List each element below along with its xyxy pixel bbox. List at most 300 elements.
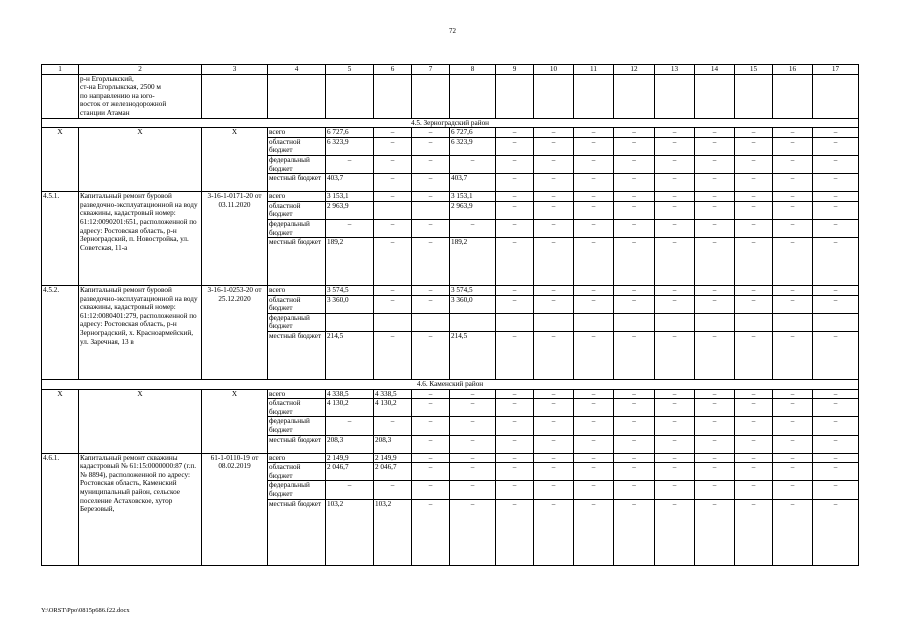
amount-cell: – (496, 201, 534, 219)
amount-cell: – (412, 295, 450, 313)
amount-cell: – (614, 286, 655, 296)
amount-cell: – (534, 174, 574, 192)
amount-cell: – (655, 417, 695, 435)
page-number: 72 (449, 27, 456, 35)
amount-cell: – (813, 219, 859, 237)
amount-cell: 3 360,0 (326, 295, 374, 313)
amount-cell: – (655, 155, 695, 173)
column-number: 5 (326, 65, 374, 75)
amount-cell: – (614, 238, 655, 286)
amount-cell: – (412, 219, 450, 237)
object-name: р-н Егорлыкский, ст-на Егорлыкская, 2500 м по направлению на юго- восток от железнодорожной станции Атаман (79, 74, 202, 118)
amount-cell: – (412, 481, 450, 499)
amount-cell: – (614, 463, 655, 481)
amount-cell: – (496, 137, 534, 155)
amount-cell: – (450, 417, 496, 435)
amount-cell: – (813, 417, 859, 435)
amount-cell (813, 313, 859, 331)
amount-cell: 2 046,7 (374, 463, 412, 481)
amount-cell: – (496, 286, 534, 296)
amount-cell: – (773, 192, 813, 202)
column-number: 15 (735, 65, 773, 75)
amount-cell: – (374, 417, 412, 435)
amount-cell: – (496, 453, 534, 463)
item-number: Х (42, 128, 79, 192)
amount-cell: – (496, 417, 534, 435)
amount-cell: – (695, 295, 735, 313)
object-name: Капитальный ремонт буровой разведочно-эксплуатационной на воду скважины, кадастровый номер: 61:12:0090201:651, расположенной по адресу: Ростовская область, р-н Зерноградский, п. Новостройка, ул. Советская, 11-а (79, 192, 202, 286)
amount-cell: – (655, 192, 695, 202)
contract-code: Х (202, 128, 268, 192)
amount-cell: – (695, 238, 735, 286)
amount-cell: – (412, 155, 450, 173)
contract-code: 61-1-0110-19 от 08.02.2019 (202, 453, 268, 565)
amount-cell: – (655, 453, 695, 463)
amount-cell: – (326, 417, 374, 435)
amount-cell: – (534, 463, 574, 481)
amount-cell: – (735, 399, 773, 417)
amount-cell: – (614, 435, 655, 453)
budget-source-label: всего (268, 453, 326, 463)
budget-source-label: областной бюджет (268, 201, 326, 219)
amount-cell: – (496, 481, 534, 499)
object-name: Капитальный ремонт буровой разведочно-эксплуатационной на воду скважины, кадастровый номер: 61:12:0080401:279, расположенной по адресу: Ростовская область, р-н Зерноградский, х. Красноармейский, ул. Заречная, 13 в (79, 286, 202, 380)
amount-cell: – (496, 295, 534, 313)
amount-cell: – (412, 137, 450, 155)
amount-cell: 403,7 (450, 174, 496, 192)
amount-cell: – (773, 453, 813, 463)
amount-cell: – (735, 332, 773, 380)
amount-cell: – (374, 174, 412, 192)
amount-cell: – (574, 453, 614, 463)
amount-cell: 2 149,9 (326, 453, 374, 463)
amount-cell: 4 130,2 (326, 399, 374, 417)
amount-cell: – (773, 481, 813, 499)
amount-cell: – (374, 219, 412, 237)
column-number: 3 (202, 65, 268, 75)
budget-source-label: местный бюджет (268, 332, 326, 380)
column-number: 14 (695, 65, 735, 75)
budget-source-label: местный бюджет (268, 499, 326, 565)
amount-cell: – (574, 435, 614, 453)
amount-cell (496, 313, 534, 331)
empty-cell (773, 74, 813, 118)
budget-source-label: областной бюджет (268, 399, 326, 417)
amount-cell: – (614, 155, 655, 173)
amount-cell: – (326, 481, 374, 499)
amount-cell: 2 149,9 (374, 453, 412, 463)
amount-cell: – (614, 499, 655, 565)
budget-source-label: местный бюджет (268, 174, 326, 192)
amount-cell: – (574, 389, 614, 399)
amount-cell: – (695, 128, 735, 138)
amount-cell: – (773, 435, 813, 453)
item-number: 4.5.2. (42, 286, 79, 380)
amount-cell: – (534, 481, 574, 499)
amount-cell: – (574, 155, 614, 173)
amount-cell: – (412, 435, 450, 453)
amount-cell: – (614, 295, 655, 313)
amount-cell: 214,5 (326, 332, 374, 380)
amount-cell: – (496, 155, 534, 173)
amount-cell: – (326, 219, 374, 237)
column-number: 6 (374, 65, 412, 75)
amount-cell: – (534, 295, 574, 313)
amount-cell: – (735, 238, 773, 286)
empty-cell (574, 74, 614, 118)
amount-cell: – (695, 332, 735, 380)
contract-code: Х (202, 389, 268, 453)
amount-cell: – (614, 389, 655, 399)
amount-cell: – (374, 332, 412, 380)
amount-cell: 403,7 (326, 174, 374, 192)
item-number (42, 74, 79, 118)
amount-cell: – (773, 399, 813, 417)
amount-cell: 4 338,5 (326, 389, 374, 399)
contract-code: 3-16-1-0253-20 от 25.12.2020 (202, 286, 268, 380)
empty-cell (695, 74, 735, 118)
column-number: 4 (268, 65, 326, 75)
amount-cell: – (813, 453, 859, 463)
amount-cell: – (735, 463, 773, 481)
amount-cell: – (374, 155, 412, 173)
amount-cell: – (496, 399, 534, 417)
amount-cell: – (655, 201, 695, 219)
amount-cell: – (695, 192, 735, 202)
amount-cell: – (735, 295, 773, 313)
amount-cell: – (735, 417, 773, 435)
amount-cell: – (412, 389, 450, 399)
amount-cell: 3 574,5 (326, 286, 374, 296)
item-number: 4.6.1. (42, 453, 79, 565)
amount-cell: – (614, 332, 655, 380)
amount-cell: – (534, 499, 574, 565)
amount-cell (773, 313, 813, 331)
amount-cell (326, 313, 374, 331)
amount-cell: – (695, 174, 735, 192)
amount-cell: – (773, 201, 813, 219)
empty-cell (326, 74, 374, 118)
amount-cell: – (695, 435, 735, 453)
amount-cell: – (773, 332, 813, 380)
column-number-row (42, 65, 859, 75)
amount-cell: – (534, 435, 574, 453)
amount-cell: – (574, 201, 614, 219)
amount-cell: – (813, 128, 859, 138)
empty-cell (202, 74, 268, 118)
amount-cell: – (773, 137, 813, 155)
amount-cell (534, 313, 574, 331)
amount-cell: – (412, 417, 450, 435)
amount-cell: – (735, 499, 773, 565)
amount-cell: 3 360,0 (450, 295, 496, 313)
budget-source-label: всего (268, 192, 326, 202)
amount-cell: – (695, 499, 735, 565)
amount-cell: 3 153,1 (326, 192, 374, 202)
amount-cell: – (813, 192, 859, 202)
amount-cell: – (412, 332, 450, 380)
section-title: 4.5. Зерноградский район (42, 118, 859, 128)
empty-cell (412, 74, 450, 118)
amount-cell: – (450, 155, 496, 173)
budget-source-label: местный бюджет (268, 238, 326, 286)
budget-source-label: всего (268, 128, 326, 138)
amount-cell: – (496, 389, 534, 399)
amount-cell: 3 153,1 (450, 192, 496, 202)
amount-cell: – (735, 435, 773, 453)
amount-cell: – (574, 417, 614, 435)
column-number: 11 (574, 65, 614, 75)
amount-cell: – (655, 389, 695, 399)
amount-cell: – (655, 463, 695, 481)
amount-cell: – (412, 238, 450, 286)
amount-cell: – (614, 137, 655, 155)
amount-cell: – (655, 286, 695, 296)
amount-cell: 6 323,9 (450, 137, 496, 155)
amount-cell: 3 574,5 (450, 286, 496, 296)
amount-cell: – (374, 481, 412, 499)
amount-cell: – (614, 174, 655, 192)
amount-cell: – (655, 174, 695, 192)
amount-cell: – (326, 155, 374, 173)
amount-cell: – (614, 219, 655, 237)
amount-cell: – (496, 332, 534, 380)
amount-cell: – (735, 453, 773, 463)
amount-cell: – (773, 155, 813, 173)
amount-cell: – (695, 137, 735, 155)
amount-cell: – (614, 128, 655, 138)
amount-cell: 189,2 (326, 238, 374, 286)
amount-cell: – (496, 463, 534, 481)
budget-source-label: всего (268, 286, 326, 296)
amount-cell: – (450, 481, 496, 499)
amount-cell: – (614, 201, 655, 219)
section-title: 4.6. Каменский район (42, 380, 859, 390)
amount-cell: – (813, 155, 859, 173)
contract-code: 3-16-1-0171-20 от 03.11.2020 (202, 192, 268, 286)
amount-cell: – (374, 238, 412, 286)
amount-cell (574, 313, 614, 331)
amount-cell: – (813, 389, 859, 399)
amount-cell: – (574, 174, 614, 192)
budget-row (42, 128, 859, 138)
budget-table (41, 64, 859, 566)
amount-cell: – (496, 174, 534, 192)
amount-cell: – (412, 174, 450, 192)
amount-cell: – (450, 463, 496, 481)
amount-cell: – (735, 481, 773, 499)
amount-cell: – (574, 499, 614, 565)
budget-source-label: федеральный бюджет (268, 481, 326, 499)
budget-source-label: федеральный бюджет (268, 219, 326, 237)
item-number: Х (42, 389, 79, 453)
column-number: 9 (496, 65, 534, 75)
amount-cell: – (614, 192, 655, 202)
amount-cell: – (695, 155, 735, 173)
amount-cell: – (655, 137, 695, 155)
amount-cell: – (412, 453, 450, 463)
file-path-footer: Y:\ORST\Ppo\0815p686.f22.docx (41, 607, 130, 614)
amount-cell: – (773, 417, 813, 435)
amount-cell: – (534, 453, 574, 463)
column-number: 10 (534, 65, 574, 75)
amount-cell: 4 338,5 (374, 389, 412, 399)
amount-cell: – (735, 219, 773, 237)
amount-cell: 4 130,2 (374, 399, 412, 417)
budget-row (42, 286, 859, 296)
amount-cell: 208,3 (326, 435, 374, 453)
amount-cell: – (496, 435, 534, 453)
empty-cell (614, 74, 655, 118)
amount-cell (695, 313, 735, 331)
amount-cell: 6 727,6 (326, 128, 374, 138)
amount-cell: – (534, 128, 574, 138)
empty-cell (496, 74, 534, 118)
amount-cell: – (534, 417, 574, 435)
amount-cell: – (813, 286, 859, 296)
amount-cell: – (695, 201, 735, 219)
amount-cell: – (773, 389, 813, 399)
amount-cell: 103,2 (374, 499, 412, 565)
amount-cell: – (574, 286, 614, 296)
amount-cell: – (735, 389, 773, 399)
object-name: Капитальный ремонт скважины кадастровый № 61:15:0000000:87 (г.п. № 8894), расположенной по адресу: Ростовская область, Каменский муниципальный район, сельское поселение Астаховское, хутор Березовый, (79, 453, 202, 565)
amount-cell: – (496, 192, 534, 202)
amount-cell: – (450, 219, 496, 237)
amount-cell: – (773, 128, 813, 138)
amount-cell: – (773, 238, 813, 286)
budget-source-label: федеральный бюджет (268, 417, 326, 435)
amount-cell: – (614, 481, 655, 499)
amount-cell: – (773, 174, 813, 192)
amount-cell: – (412, 192, 450, 202)
amount-cell (735, 313, 773, 331)
item-number: 4.5.1. (42, 192, 79, 286)
amount-cell: – (574, 332, 614, 380)
amount-cell: 6 323,9 (326, 137, 374, 155)
amount-cell: – (773, 295, 813, 313)
budget-source-label: федеральный бюджет (268, 313, 326, 331)
amount-cell: – (574, 399, 614, 417)
amount-cell (614, 313, 655, 331)
amount-cell (450, 313, 496, 331)
amount-cell: 2 963,9 (450, 201, 496, 219)
amount-cell: – (655, 128, 695, 138)
column-number: 8 (450, 65, 496, 75)
amount-cell: 208,3 (374, 435, 412, 453)
amount-cell: – (773, 286, 813, 296)
amount-cell: – (534, 155, 574, 173)
empty-cell (450, 74, 496, 118)
amount-cell: – (450, 399, 496, 417)
budget-source-label: местный бюджет (268, 435, 326, 453)
empty-cell (374, 74, 412, 118)
amount-cell: – (534, 238, 574, 286)
amount-cell: – (695, 417, 735, 435)
amount-cell: – (655, 295, 695, 313)
amount-cell: – (695, 481, 735, 499)
amount-cell: – (534, 389, 574, 399)
amount-cell: – (695, 286, 735, 296)
amount-cell: – (813, 174, 859, 192)
amount-cell: – (655, 499, 695, 565)
amount-cell: – (574, 463, 614, 481)
amount-cell: – (534, 286, 574, 296)
amount-cell: – (412, 499, 450, 565)
amount-cell: – (496, 128, 534, 138)
amount-cell: – (496, 238, 534, 286)
amount-cell: – (412, 463, 450, 481)
budget-row (42, 192, 859, 202)
column-number: 13 (655, 65, 695, 75)
amount-cell: 103,2 (326, 499, 374, 565)
empty-cell (735, 74, 773, 118)
budget-row (42, 453, 859, 463)
amount-cell: – (813, 463, 859, 481)
amount-cell: – (813, 238, 859, 286)
amount-cell (374, 313, 412, 331)
amount-cell: – (655, 219, 695, 237)
amount-cell: – (374, 137, 412, 155)
amount-cell: – (574, 295, 614, 313)
object-name: Х (79, 389, 202, 453)
amount-cell: – (614, 417, 655, 435)
amount-cell (412, 201, 450, 219)
amount-cell: 214,5 (450, 332, 496, 380)
amount-cell: – (735, 137, 773, 155)
amount-cell: – (374, 286, 412, 296)
amount-cell: – (574, 137, 614, 155)
amount-cell: – (735, 192, 773, 202)
amount-cell: 2 046,7 (326, 463, 374, 481)
amount-cell: 6 727,6 (450, 128, 496, 138)
amount-cell: – (773, 219, 813, 237)
amount-cell: – (574, 219, 614, 237)
budget-source-label: всего (268, 389, 326, 399)
amount-cell: – (450, 435, 496, 453)
column-number: 1 (42, 65, 79, 75)
empty-cell (655, 74, 695, 118)
amount-cell: – (655, 332, 695, 380)
section-row (42, 118, 859, 128)
amount-cell: – (450, 389, 496, 399)
amount-cell: – (574, 192, 614, 202)
amount-cell: – (695, 389, 735, 399)
amount-cell: – (412, 128, 450, 138)
amount-cell: – (412, 286, 450, 296)
amount-cell: – (534, 219, 574, 237)
column-number: 16 (773, 65, 813, 75)
budget-row (42, 389, 859, 399)
column-number: 2 (79, 65, 202, 75)
amount-cell: – (813, 399, 859, 417)
amount-cell: – (534, 332, 574, 380)
amount-cell: – (450, 453, 496, 463)
amount-cell: – (374, 128, 412, 138)
amount-cell: 2 963,9 (326, 201, 374, 219)
amount-cell: – (813, 499, 859, 565)
empty-cell (534, 74, 574, 118)
amount-cell: – (374, 192, 412, 202)
budget-source-label: областной бюджет (268, 295, 326, 313)
amount-cell: – (735, 155, 773, 173)
amount-cell: – (695, 219, 735, 237)
amount-cell: – (450, 499, 496, 565)
amount-cell: – (655, 435, 695, 453)
amount-cell: – (614, 453, 655, 463)
amount-cell: – (735, 128, 773, 138)
empty-cell (268, 74, 326, 118)
